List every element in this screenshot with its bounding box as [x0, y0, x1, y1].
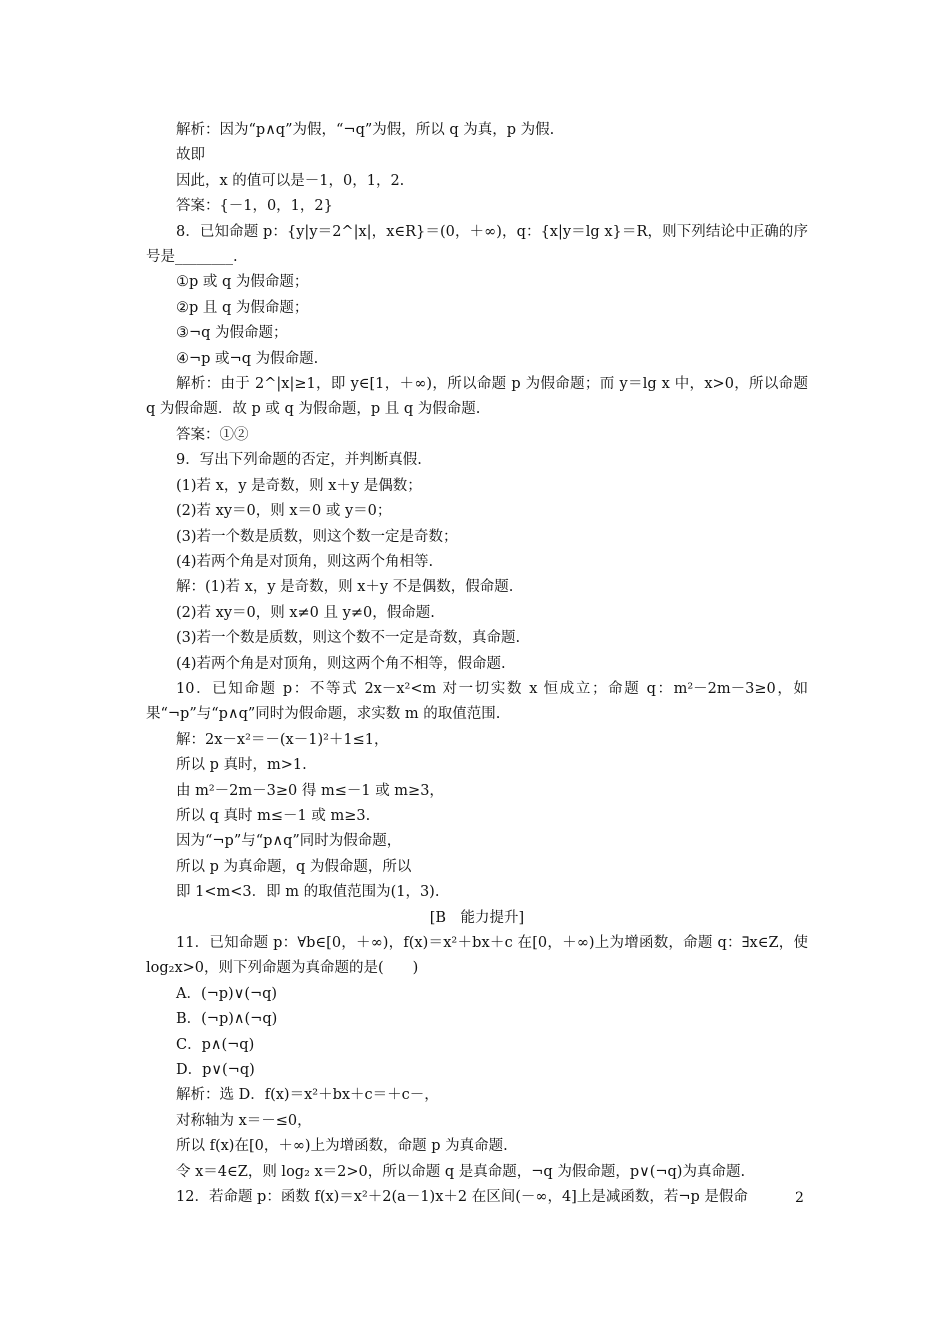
text-line: 故即 [176, 147, 205, 164]
page-number: 2 [795, 1190, 804, 1206]
text-line: 答案：{－1，0，1，2} [176, 198, 333, 215]
text-line: 对称轴为 x＝－≤0， [176, 1112, 312, 1129]
text-line: ①p 或 q 为假命题； [176, 274, 309, 291]
text-line: 8．已知命题 p：{y|y＝2^|x|，x∈R}＝(0，＋∞)，q：{x|y＝lg x}＝R，则下列结论中正确的序号是________. [146, 223, 808, 266]
text-line: 解析：选 D．f(x)＝x²＋bx＋c＝＋c－， [176, 1087, 439, 1104]
text-line: (2)若 xy＝0，则 x≠0 且 y≠0，假命题. [176, 604, 435, 621]
text-line: 令 x＝4∈Z，则 log₂ x＝2>0，所以命题 q 是真命题，¬q 为假命题，p∨(¬q)为真命题. [176, 1163, 746, 1180]
text-line: 所以 q 真时 m≤－1 或 m≥3. [176, 807, 371, 824]
section-title: [B 能力提升] [429, 909, 525, 926]
text-line: (1)若 x，y 是奇数，则 x＋y 是偶数； [176, 477, 422, 494]
text-line: 11．已知命题 p：∀b∈[0，＋∞)，f(x)＝x²＋bx＋c 在[0，＋∞)上为增函数，命题 q：∃x∈Z，使 log₂x>0，则下列命题为真命题的是( ) [146, 935, 808, 977]
text-line: ③¬q 为假命题； [176, 325, 288, 342]
text-line: 10．已知命题 p：不等式 2x－x²<m 对一切实数 x 恒成立；命题 q：m²－2m－3≥0，如果“¬p”与“p∧q”同时为假命题，求实数 m 的取值范围. [146, 680, 808, 723]
text-line: (3)若一个数是质数，则这个数不一定是奇数，真命题. [176, 630, 521, 647]
text-line: 所以 p 真时，m>1. [176, 757, 307, 774]
text-line: (4)若两个角是对顶角，则这两个角不相等，假命题. [176, 655, 506, 672]
text-line: 因此，x 的值可以是－1，0，1，2. [176, 172, 405, 189]
text-line: 由 m²－2m－3≥0 得 m≤－1 或 m≥3， [176, 782, 444, 799]
text-line: 所以 f(x)在[0，＋∞)上为增函数，命题 p 为真命题. [176, 1138, 508, 1155]
text-line: 12．若命题 p：函数 f(x)＝x²＋2(a－1)x＋2 在区间(－∞，4]上是减函数，若¬p 是假命 [176, 1189, 748, 1206]
text-line: 9．写出下列命题的否定，并判断真假. [176, 452, 422, 469]
text-line: 解：2x－x²＝－(x－1)²＋1≤1， [176, 731, 389, 748]
text-line: 解析：由于 2^|x|≥1，即 y∈[1，＋∞)，所以命题 p 为假命题；而 y＝lg x 中，x>0，所以命题 q 为假命题．故 p 或 q 为假命题，p 且 q 为假命题. [146, 376, 808, 418]
text-line: A．(¬p)∨(¬q) [176, 985, 278, 1002]
text-line: C．p∧(¬q) [176, 1036, 255, 1053]
text-line: (3)若一个数是质数，则这个数一定是奇数； [176, 528, 458, 545]
document-body [146, 118, 808, 1210]
text-line: ④¬p 或¬q 为假命题. [176, 350, 319, 367]
text-line: 即 1<m<3．即 m 的取值范围为(1，3). [176, 884, 440, 901]
text-line: B．(¬p)∧(¬q) [176, 1011, 278, 1028]
text-line: 答案：①② [176, 426, 249, 443]
text-line: 解析：因为“p∧q”为假，“¬q”为假，所以 q 为真，p 为假. [176, 122, 555, 138]
text-line: 因为“¬p”与“p∧q”同时为假命题， [176, 833, 402, 850]
text-line: ②p 且 q 为假命题； [176, 299, 309, 316]
text-line: D．p∨(¬q) [176, 1062, 255, 1079]
text-line: 所以 p 为真命题，q 为假命题，所以 [176, 858, 412, 875]
text-line: (2)若 xy＝0，则 x＝0 或 y＝0； [176, 503, 392, 520]
text-line: 解：(1)若 x，y 是奇数，则 x＋y 不是偶数，假命题. [176, 579, 514, 596]
text-line: (4)若两个角是对顶角，则这两个角相等. [176, 553, 434, 570]
